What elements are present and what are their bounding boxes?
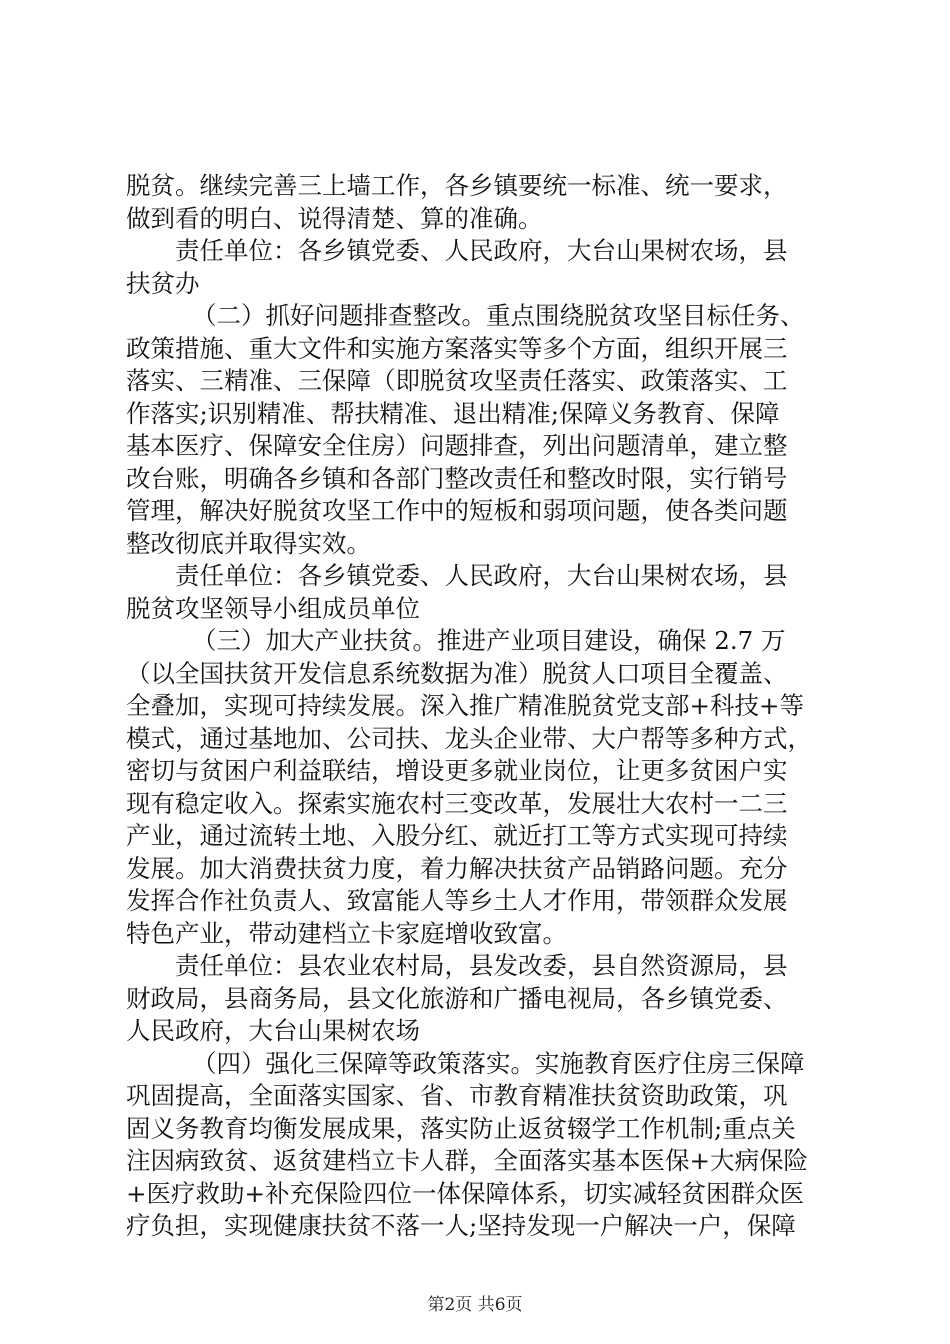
- text-line: 疗负担，实现健康扶贫不落一人;坚持发现一户解决一户，保障: [126, 1211, 796, 1240]
- responsibility-line: 责任单位：各乡镇党委、人民政府，大台山果树农场，县: [175, 236, 788, 265]
- page-number-footer: 第2页 共6页: [427, 1295, 523, 1315]
- text-line: 财政局，县商务局，县文化旅游和广播电视局，各乡镇党委、: [126, 983, 788, 1013]
- text-line: 作落实;识别精准、帮扶精准、退出精准;保障义务教育、保障: [126, 398, 780, 428]
- text-line: 人民政府，大台山果树农场: [126, 1016, 420, 1045]
- text-line: 特色产业，带动建档立卡家庭增收致富。: [126, 918, 567, 948]
- text-line: 密切与贫困户利益联结，增设更多就业岗位，让更多贫困户实: [126, 756, 788, 785]
- text-line: 整改彻底并取得实效。: [126, 528, 371, 558]
- text-line: 现有稳定收入。探索实施农村三变改革，发展壮大农村一二三: [126, 788, 788, 818]
- text-line: 脱贫。继续完善三上墙工作，各乡镇要统一标准、统一要求，: [126, 171, 788, 200]
- text-line: 巩固提高，全面落实国家、省、市教育精准扶贫资助政策，巩: [126, 1081, 788, 1110]
- text-line: 模式，通过基地加、公司扶、龙头企业带、大户帮等多种方式，: [126, 723, 812, 753]
- text-line: 改台账，明确各乡镇和各部门整改责任和整改时限，实行销号: [126, 463, 788, 493]
- text-line: （以全国扶贫开发信息系统数据为准）脱贫人口项目全覆盖、: [126, 658, 788, 688]
- text-line: 发展。加大消费扶贫力度，着力解决扶贫产品销路问题。充分: [126, 853, 788, 883]
- section-heading-line: （二）抓好问题排查整改。重点围绕脱贫攻坚目标任务、: [192, 301, 805, 330]
- text-line: +医疗救助+补充保险四位一体保障体系，切实减轻贫困群众医: [126, 1178, 805, 1208]
- responsibility-line: 责任单位：县农业农村局，县发改委，县自然资源局，县: [175, 951, 788, 980]
- text-line: 管理，解决好脱贫攻坚工作中的短板和弱项问题，使各类问题: [126, 496, 788, 525]
- section-heading-line: （四）强化三保障等政策落实。实施教育医疗住房三保障: [192, 1048, 805, 1078]
- text-line: 做到看的明白、说得清楚、算的准确。: [126, 203, 543, 233]
- text-line: 扶贫办: [126, 268, 200, 298]
- text-line: 发挥合作社负责人、致富能人等乡土人才作用，带领群众发展: [126, 886, 788, 915]
- text-line: 全叠加，实现可持续发展。深入推广精准脱贫党支部+科技+等: [126, 691, 805, 720]
- section-heading-line: （三）加大产业扶贫。推进产业项目建设，确保 2.7 万: [192, 626, 786, 655]
- text-line: 注因病致贫、返贫建档立卡人群，全面落实基本医保+大病保险: [126, 1146, 809, 1175]
- text-line: 基本医疗、保障安全住房）问题排查，列出问题清单，建立整: [126, 431, 788, 460]
- text-line: 固义务教育均衡发展成果，落实防止返贫辍学工作机制;重点关: [126, 1113, 796, 1143]
- text-line: 产业，通过流转土地、入股分红、就近打工等方式实现可持续: [126, 821, 788, 850]
- responsibility-line: 责任单位：各乡镇党委、人民政府，大台山果树农场，县: [175, 561, 788, 590]
- text-line: 政策措施、重大文件和实施方案落实等多个方面，组织开展三: [126, 333, 788, 363]
- text-line: 脱贫攻坚领导小组成员单位: [126, 593, 420, 623]
- text-line: 落实、三精准、三保障（即脱贫攻坚责任落实、政策落实、工: [126, 366, 788, 395]
- document-body: [126, 170, 832, 1243]
